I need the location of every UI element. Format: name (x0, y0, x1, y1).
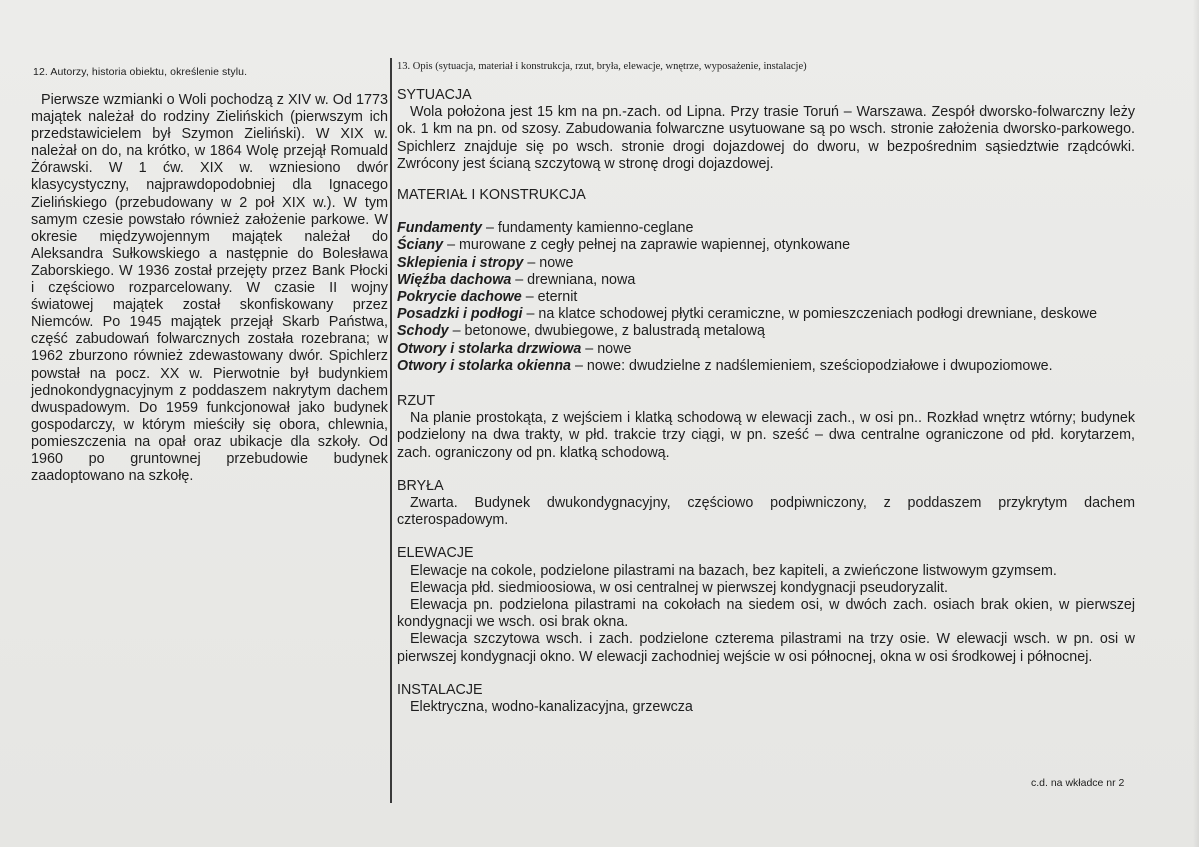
material-value: – nowe: dwudzielne z nadślemieniem, sześciopodziałowe i dwupoziomowe. (571, 357, 1053, 374)
material-value: – drewniana, nowa (511, 271, 636, 288)
material-term: Ściany (397, 237, 444, 254)
sytuacja-text: Wola położona jest 15 km na pn.-zach. od Lipna. Przy trasie Toruń – Warszawa. Zespół dworsko-folwarczny leży ok. 1 km na pn. od szosy. Zabudowania folwarczne usytuowane są po wsch. stronie założenia dworsko-parkowego. Spichlerz znajduje się po wsch. stronie drogi dojazdowej do dworu, w bezpośrednim sąsiedztwie rządcówki. Zwrócony jest ścianą szczytową w stronę drogi dojazdowej. (397, 104, 1135, 172)
material-term: Sklepienia i stropy (397, 254, 524, 271)
material-item (397, 272, 1135, 289)
material-value: – murowane z cegły pełnej na zaprawie wapiennej, otynkowane (443, 237, 851, 254)
material-value: – na klatce schodowej płytki ceramiczne, w pomieszczeniach podłogi drewniane, deskowe (522, 306, 1098, 323)
material-value: – nowe (581, 340, 632, 357)
material-value: – nowe (523, 254, 574, 271)
material-term: Otwory i stolarka drzwiowa (397, 340, 582, 357)
material-item (397, 358, 1135, 375)
material-list (397, 220, 1135, 375)
column-divider (390, 58, 392, 803)
elewacje-title: ELEWACJE (397, 545, 474, 562)
scan-edge-shadow (1193, 0, 1199, 847)
rzut-text: Na planie prostokąta, z wejściem i klatką schodową w elewacji zach., w osi pn.. Rozkład wnętrz wtórny; budynek podzielony na dwa trakty, w płd. trakcie trzy ciągi, w pn. sześć – dwa centralne ograniczone od płd. korytarzem, zach. ograniczony od pn. klatką schodową. (397, 410, 1135, 461)
material-title: MATERIAŁ I KONSTRUKCJA (397, 187, 586, 204)
material-term: Schody (397, 323, 449, 340)
material-item (397, 341, 1135, 358)
material-item (397, 289, 1135, 306)
elewacje-paragraph: Elewacja płd. siedmioosiowa, w osi centralnej w pierwszej kondygnacji pseudoryzalit. (410, 579, 948, 596)
material-item (397, 220, 1135, 237)
bryla-text: Zwarta. Budynek dwukondygnacyjny, częściowo podpiwniczony, z poddaszem przykrytym dachem czterospadowym. (397, 495, 1135, 529)
material-section (397, 187, 1135, 375)
continuation-note: c.d. na wkładce nr 2 (1031, 777, 1125, 789)
elewacje-paragraph: Elewacja szczytowa wsch. i zach. podzielone czterema pilastrami na trzy osie. W elewacji wsch. w pn. osi w pierwszej kondygnacji okno. W elewacji zachodniej wejście w osi północnej, okna w osi środkowej i północnej. (397, 631, 1135, 665)
material-term: Fundamenty (397, 220, 482, 237)
rzut-section (397, 393, 1135, 462)
history-text: Pierwsze wzmianki o Woli pochodzą z XIV w. Od 1773 majątek należał do rodziny Zielińskich (pierwszym ich przedstawicielem był Szymon Zieliński). W XIX w. należał on do, na krótko, w 1864 Wolę przejął Romuald Żórawski. W 1 ćw. XIX w. wzniesiono dwór klasycystyczny, najprawdopodobniej dla Ignacego Zielińskiego (przebudowany w 2 poł XIX w.). W tym samym czesie powstało również założenie parkowe. W okresie międzywojennym majątek należał do Aleksandra Sułkowskiego a następnie do Bolesława Zaborskiego. W 1936 został przejęty przez Bank Płocki i częściowo rozparcelowany. W czasie II wojny światowej majątek został skonfiskowany przez Niemców. Po 1945 majątek przejął Skarb Państwa, część zabudowań folwarcznych została rozebrana; w 1962 zburzono również zdewastowany dwór. Spichlerz powstał na pocz. XX w. Pierwotnie był budynkiem jednokondygnacyjnym z poddaszem nakrytym dachem dwuspadowym. Do 1959 funkcjonował jako budynek gospodarczy, w którym mieściły się obora, chlewnia, pomieszczenia na opał oraz ubikacje dla szkoły. Od 1960 po gruntownej przebudowie budynek zaadoptowano na szkołę. (31, 92, 388, 485)
bryla-title: BRYŁA (397, 477, 444, 494)
material-term: Posadzki i podłogi (397, 306, 523, 323)
material-item (397, 237, 1135, 254)
section-13-header: 13. Opis (sytuacja, materiał i konstrukcja, rzut, bryła, elewacje, wnętrze, wyposażenie, instalacje) (397, 61, 807, 72)
material-term: Więźba dachowa (397, 271, 512, 288)
instalacje-text: Elektryczna, wodno-kanalizacyjna, grzewcza (410, 699, 693, 716)
sytuacja-section (397, 87, 1135, 173)
elewacje-section (397, 545, 1135, 665)
material-value: – fundamenty kamienno-ceglane (482, 220, 694, 237)
elewacje-paragraph: Elewacja pn. podzielona pilastrami na cokołach na siedem osi, w dwóch zach. osiach brak okien, w pierwszej kondygnacji we wsch. osi brak okna. (397, 597, 1135, 631)
instalacje-title: INSTALACJE (397, 681, 483, 698)
material-term: Otwory i stolarka okienna (397, 357, 571, 374)
elewacje-paragraph: Elewacje na cokole, podzielone pilastrami na bazach, bez kapiteli, a zwieńczone listwowym gzymsem. (410, 562, 1057, 579)
material-value: – betonowe, dwubiegowe, z balustradą metalową (448, 323, 765, 340)
material-item (397, 323, 1135, 340)
material-item (397, 255, 1135, 272)
material-item (397, 306, 1135, 323)
bryla-section (397, 478, 1135, 530)
material-value: – eternit (521, 289, 578, 306)
rzut-title: RZUT (397, 393, 436, 410)
description-column (397, 87, 1135, 716)
section-12-header: 12. Autorzy, historia obiektu, określenie stylu. (33, 66, 248, 78)
material-term: Pokrycie dachowe (397, 289, 522, 306)
instalacje-section (397, 682, 1135, 716)
sytuacja-title: SYTUACJA (397, 87, 472, 103)
